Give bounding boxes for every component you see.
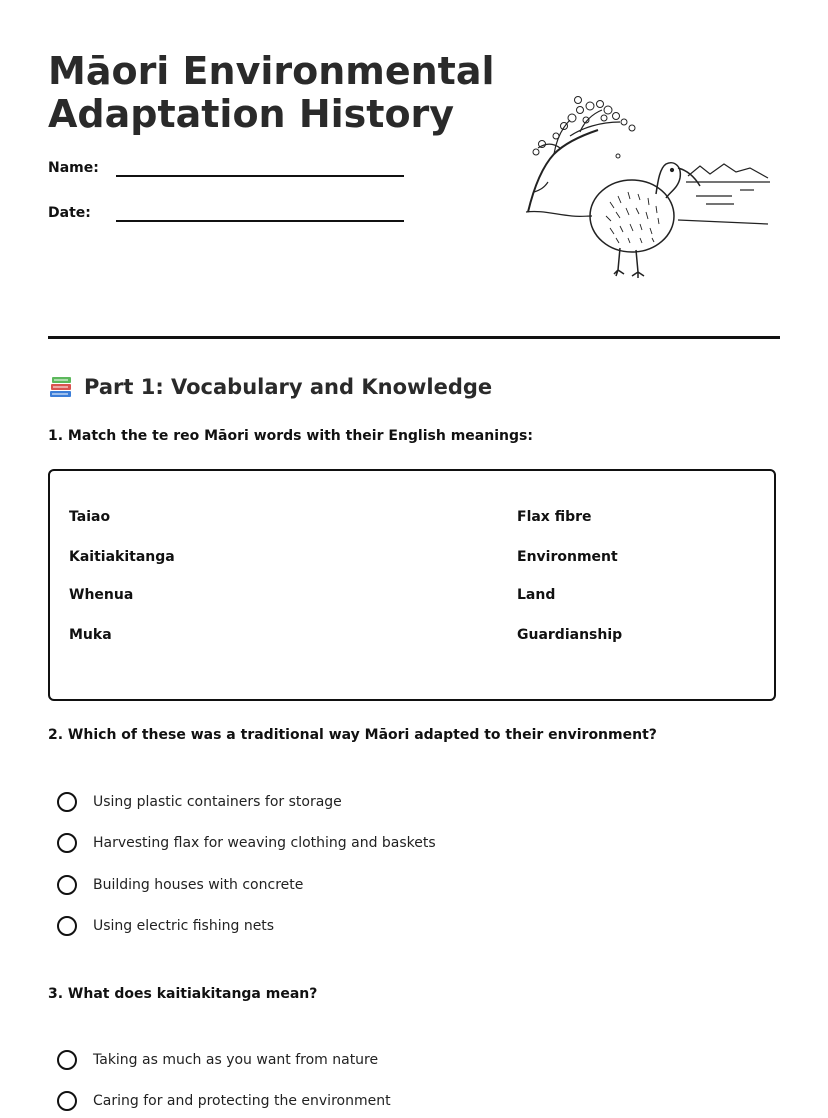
option-label: Caring for and protecting the environment [93,1093,391,1109]
english-meaning[interactable]: Flax fibre [517,509,592,525]
radio-button[interactable] [57,792,77,812]
maori-word[interactable]: Whenua [69,587,134,603]
name-label: Name: [48,160,99,176]
english-meaning[interactable]: Guardianship [517,627,623,643]
matching-box [48,469,776,701]
q3-option[interactable] [57,1089,391,1113]
radio-button[interactable] [57,833,77,853]
english-meaning[interactable]: Environment [517,549,618,565]
part1-heading-text: Part 1: Vocabulary and Knowledge [84,375,493,399]
q2-option[interactable] [57,790,342,814]
date-label: Date: [48,205,91,221]
maori-word[interactable]: Taiao [69,509,111,525]
question-3-prompt: 3. What does kaitiakitanga mean? [48,986,318,1002]
maori-word[interactable]: Kaitiakitanga [69,549,175,565]
q2-option[interactable] [57,873,303,897]
radio-button[interactable] [57,1091,77,1111]
books-icon [48,374,74,400]
name-write-line[interactable] [116,175,404,177]
part1-heading [48,374,492,400]
option-label: Using electric fishing nets [93,918,275,934]
q3-option[interactable] [57,1048,378,1072]
radio-button[interactable] [57,875,77,895]
q2-option[interactable] [57,831,436,855]
question-1-prompt: 1. Match the te reo Māori words with their English meanings: [48,428,533,444]
option-label: Harvesting flax for weaving clothing and baskets [93,835,436,851]
q2-option[interactable] [57,914,274,938]
question-2-prompt: 2. Which of these was a traditional way Māori adapted to their environment? [48,727,657,743]
radio-button[interactable] [57,1050,77,1070]
page-title: Māori Environmental Adaptation History [48,49,495,136]
option-label: Building houses with concrete [93,877,304,893]
kiwi-landscape-illustration [520,92,776,284]
option-label: Taking as much as you want from nature [93,1052,379,1068]
section-divider [48,336,780,339]
option-label: Using plastic containers for storage [93,794,342,810]
date-write-line[interactable] [116,220,404,222]
maori-word[interactable]: Muka [69,627,112,643]
radio-button[interactable] [57,916,77,936]
english-meaning[interactable]: Land [517,587,556,603]
